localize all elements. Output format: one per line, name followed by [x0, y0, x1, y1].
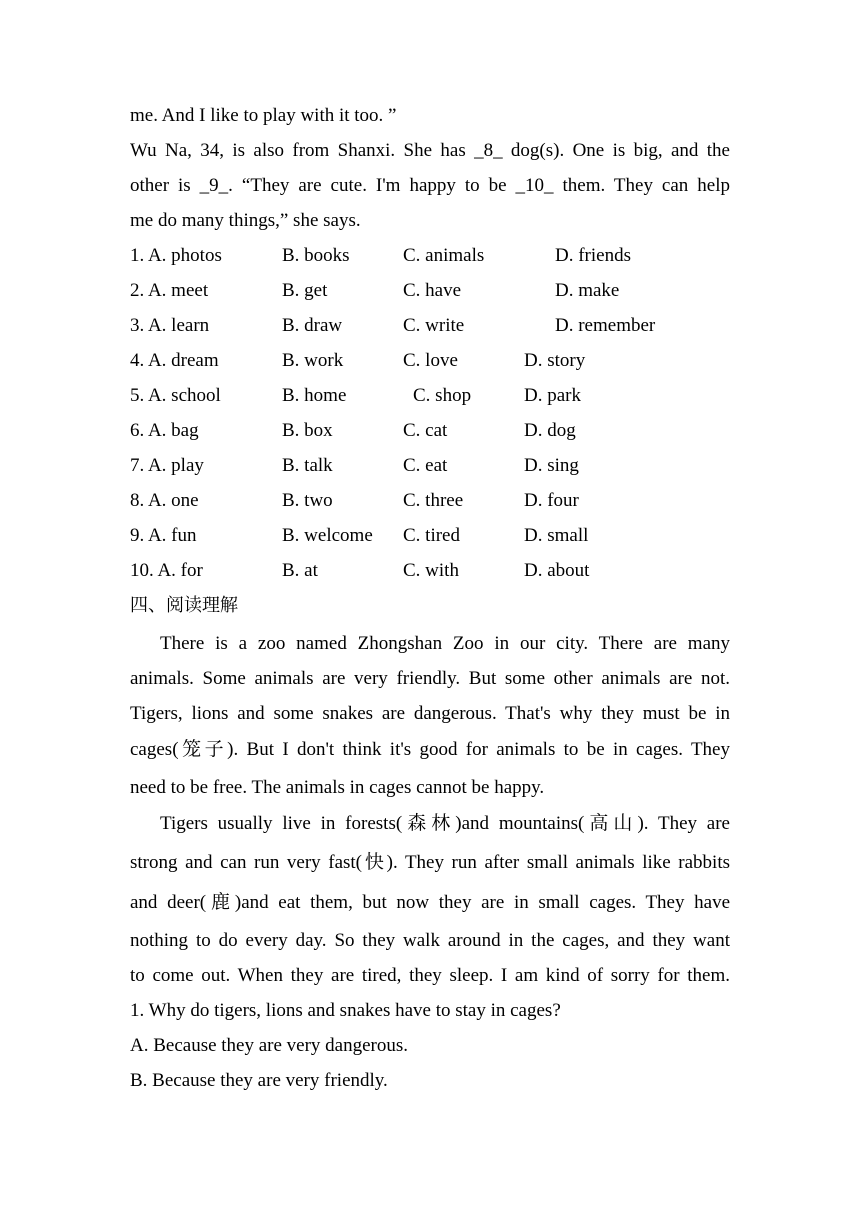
passage-line: nothing to do every day. So they walk around in the cages, and they want — [130, 930, 730, 951]
option-a: 7. A. play — [130, 455, 204, 476]
option-a: 3. A. learn — [130, 315, 210, 336]
option-d: D. story — [524, 350, 586, 371]
passage-line: There is a zoo named Zhongshan Zoo in our city. There are many — [160, 633, 730, 654]
option-a: 2. A. meet — [130, 280, 209, 301]
option-d: D. small — [524, 525, 589, 546]
option-a: 5. A. school — [130, 385, 221, 406]
question-stem: 1. Why do tigers, lions and snakes have to stay in cages? — [130, 1000, 561, 1021]
option-b: B. two — [282, 490, 333, 511]
option-d: D. dog — [524, 420, 576, 441]
option-a: 1. A. photos — [130, 245, 222, 266]
option-a: 6. A. bag — [130, 420, 199, 441]
option-c: C. shop — [413, 385, 472, 406]
option-b: B. talk — [282, 455, 333, 476]
cloze-line: Wu Na, 34, is also from Shanxi. She has _8_ dog(s). One is big, and the — [130, 140, 730, 161]
option-b: B. home — [282, 385, 347, 406]
passage-line: Tigers usually live in forests(森林)and mountains(高山). They are — [160, 813, 730, 834]
option-c: C. eat — [403, 455, 448, 476]
option-d: D. four — [524, 490, 579, 511]
option-c: C. tired — [403, 525, 460, 546]
option-d: D. park — [524, 385, 581, 406]
option-a: 9. A. fun — [130, 525, 197, 546]
passage-line: to come out. When they are tired, they sleep. I am kind of sorry for them. — [130, 965, 730, 986]
option-b: B. box — [282, 420, 333, 441]
option-b: B. at — [282, 560, 318, 581]
section-heading: 四、阅读理解 — [130, 595, 238, 616]
passage-line: cages(笼子). But I don't think it's good for animals to be in cages. They — [130, 739, 730, 760]
option-c: C. have — [403, 280, 462, 301]
passage-line: and deer(鹿)and eat them, but now they are in small cages. They have — [130, 892, 730, 913]
passage-line: Tigers, lions and some snakes are dangerous. That's why they must be in — [130, 703, 730, 724]
passage-line: animals. Some animals are very friendly. But some other animals are not. — [130, 668, 730, 689]
option-a: 10. A. for — [130, 560, 203, 581]
option-b: B. draw — [282, 315, 343, 336]
option-c: C. write — [403, 315, 465, 336]
option-d: D. remember — [555, 315, 656, 336]
cloze-line: me. And I like to play with it too. ” — [130, 105, 397, 126]
option-d: D. about — [524, 560, 590, 581]
option-c: C. cat — [403, 420, 448, 441]
passage-line: need to be free. The animals in cages cannot be happy. — [130, 777, 545, 798]
cloze-line: other is _9_. “They are cute. I'm happy to be _10_ them. They can help — [130, 175, 730, 196]
option-c: C. with — [403, 560, 459, 581]
option-b: B. work — [282, 350, 344, 371]
option-c: C. three — [403, 490, 464, 511]
option-a: 8. A. one — [130, 490, 199, 511]
option-c: C. love — [403, 350, 458, 371]
passage-line: strong and can run very fast(快). They run after small animals like rabbits — [130, 852, 730, 873]
option-b: B. books — [282, 245, 350, 266]
option-b: B. welcome — [282, 525, 373, 546]
answer-option: B. Because they are very friendly. — [130, 1070, 388, 1091]
answer-option: A. Because they are very dangerous. — [130, 1035, 409, 1056]
option-b: B. get — [282, 280, 328, 301]
option-a: 4. A. dream — [130, 350, 219, 371]
option-d: D. sing — [524, 455, 579, 476]
option-d: D. make — [555, 280, 620, 301]
cloze-line: me do many things,” she says. — [130, 210, 361, 231]
option-c: C. animals — [403, 245, 485, 266]
option-d: D. friends — [555, 245, 631, 266]
